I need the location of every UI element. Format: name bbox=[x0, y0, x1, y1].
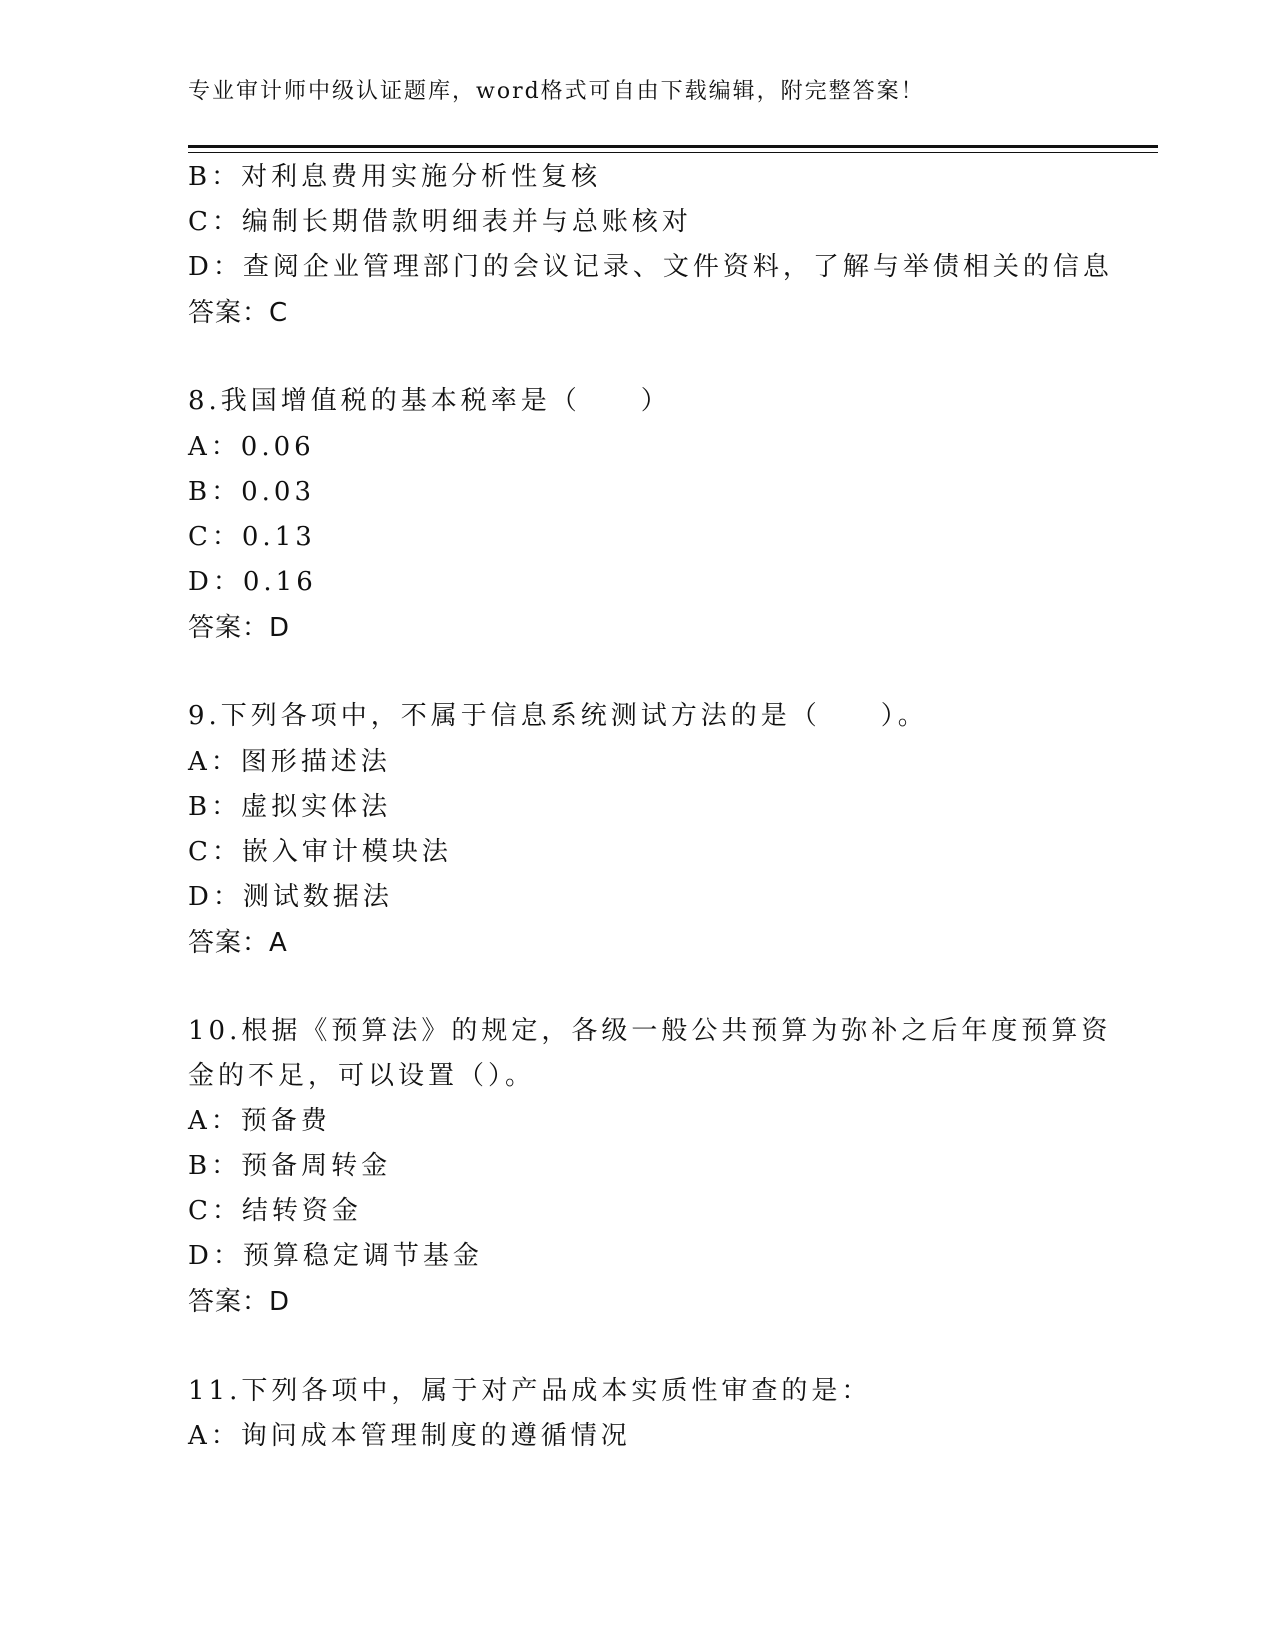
q7-option-d: D：查阅企业管理部门的会议记录、文件资料，了解与举债相关的信息 bbox=[188, 252, 1113, 282]
q9-option-b: B：虚拟实体法 bbox=[188, 792, 392, 822]
q11-option-a: A：询问成本管理制度的遵循情况 bbox=[188, 1421, 631, 1451]
q8-answer: 答案：D bbox=[188, 613, 291, 643]
q9-option-a: A：图形描述法 bbox=[188, 747, 391, 777]
header-rule-thin bbox=[188, 152, 1158, 153]
q8-question: 8.我国增值税的基本税率是（ ） bbox=[188, 386, 671, 416]
q10-option-a: A：预备费 bbox=[188, 1106, 331, 1136]
page-header: 专业审计师中级认证题库，word格式可自由下载编辑，附完整答案！ bbox=[188, 79, 925, 104]
q10-answer: 答案：D bbox=[188, 1287, 291, 1317]
q8-option-c: C：0.13 bbox=[188, 522, 316, 552]
q8-option-d: D：0.16 bbox=[188, 567, 317, 597]
q8-option-b: B：0.03 bbox=[188, 477, 315, 507]
q10-option-d: D：预算稳定调节基金 bbox=[188, 1241, 483, 1271]
q9-option-c: C：嵌入审计模块法 bbox=[188, 837, 452, 867]
q10-question-line-1: 10.根据《预算法》的规定，各级一般公共预算为弥补之后年度预算资 bbox=[188, 1016, 1112, 1046]
q7-option-c: C：编制长期借款明细表并与总账核对 bbox=[188, 207, 692, 237]
q11-question: 11.下列各项中，属于对产品成本实质性审查的是： bbox=[188, 1376, 872, 1406]
q10-option-c: C：结转资金 bbox=[188, 1196, 362, 1226]
q9-option-d: D：测试数据法 bbox=[188, 882, 393, 912]
q7-option-b: B：对利息费用实施分析性复核 bbox=[188, 162, 602, 192]
q10-option-b: B：预备周转金 bbox=[188, 1151, 392, 1181]
header-rule-thick bbox=[188, 145, 1158, 148]
q7-answer: 答案：C bbox=[188, 298, 289, 328]
q9-question: 9.下列各项中，不属于信息系统测试方法的是（ ）。 bbox=[188, 701, 928, 731]
q9-answer: 答案：A bbox=[188, 928, 288, 958]
q10-question-line-2: 金的不足，可以设置（）。 bbox=[188, 1061, 536, 1091]
q8-option-a: A：0.06 bbox=[188, 432, 315, 462]
